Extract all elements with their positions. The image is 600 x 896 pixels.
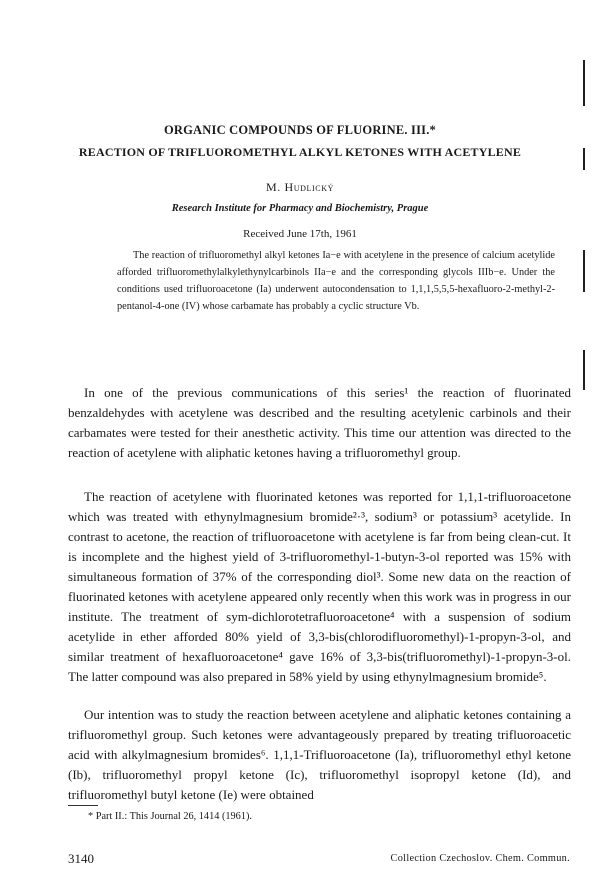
author (0, 180, 600, 195)
affiliation: Research Institute for Pharmacy and Biochemistry, Prague (171, 203, 429, 214)
footnote-divider (68, 805, 98, 806)
body-paragraph-2: The reaction of acetylene with fluorinated ketones was reported for 1,1,1-trifluoroacetone which was treated with ethynylmagnesium bromide²·³, sodium³ or potassium³ acetylide. In contrast to acetone, the reaction of trifluoroacetone with acetylene is far from being clean-cut. It is incomplete and the highest yield of 3-trifluoromethyl-1-butyn-3-ol reported was 15% with simultaneous formation of 37% of the corresponding diol³. Some new data on the reaction of fluorinated ketones with acetylene appeared only recently when this work was in progress in our institute. The treatment of sym-dichlorotetrafluoroacetone⁴ with a suspension of sodium acetylide in ether afforded 80% yield of 3,3-bis(chlorodifluoromethyl)-1-propyn-3-ol, and similar treatment of hexafluoroacetone⁴ gave 16% of 3,3-bis(trifluoromethyl)-1-propyn-3-ol. The latter compound was also prepared in 58% yield by using ethynylmagnesium bromide⁵. (68, 489, 571, 684)
journal-name: Collection Czechoslov. Chem. Commun. (390, 853, 570, 864)
abstract: The reaction of trifluoromethyl alkyl ketones Ia−e with acetylene in the presence of calcium acetylide afforded trifluoromethylalkylethynylcarbinols IIa−e and the corresponding glycols IIIb−e. Under the conditions used trifluoroacetone (Ia) underwent autocondensation to 1,1,1,5,5,5-hexafluoro-2-methyl-2-pentanol-4-one (IV) whose carbamate has probably a cyclic structure Vb. (117, 250, 555, 312)
body-paragraph-1: In one of the previous communications of this series¹ the reaction of fluorinated benzaldehydes with acetylene was described and the resulting acetylenic carbinols and their carbamates were tested for their anesthetic activity. This time our attention was directed to the reaction of acetylene with aliphatic ketones having a trifluoromethyl group. (68, 385, 571, 460)
author-surname: Hudlický (284, 180, 334, 194)
footnote: * Part II.: This Journal 26, 1414 (1961). (88, 811, 252, 822)
article-title-line1: ORGANIC COMPOUNDS OF FLUORINE. III.* (163, 123, 437, 137)
body-paragraph-3: Our intention was to study the reaction between acetylene and aliphatic ketones containing a trifluoromethyl group. Such ketones were advantageously prepared by treating trifluoroacetic acid with alkylmagnesium bromides⁶. 1,1,1-Trifluoroacetone (Ia), trifluoromethyl ethyl ketone (Ib), trifluoromethyl propyl ketone (Ic), trifluoromethyl isopropyl ketone (Id), and trifluoromethyl butyl ketone (Ie) were obtained (68, 707, 571, 802)
margin-mark-lower (583, 350, 585, 390)
received-date: Received June 17th, 1961 (243, 228, 357, 240)
author-initial: M. (266, 180, 281, 194)
page-number: 3140 (68, 851, 94, 866)
article-title-line2: REACTION OF TRIFLUOROMETHYL ALKYL KETONES WITH ACETYLENE (78, 145, 522, 159)
margin-mark-middle (583, 250, 585, 292)
margin-mark-top (583, 60, 585, 106)
